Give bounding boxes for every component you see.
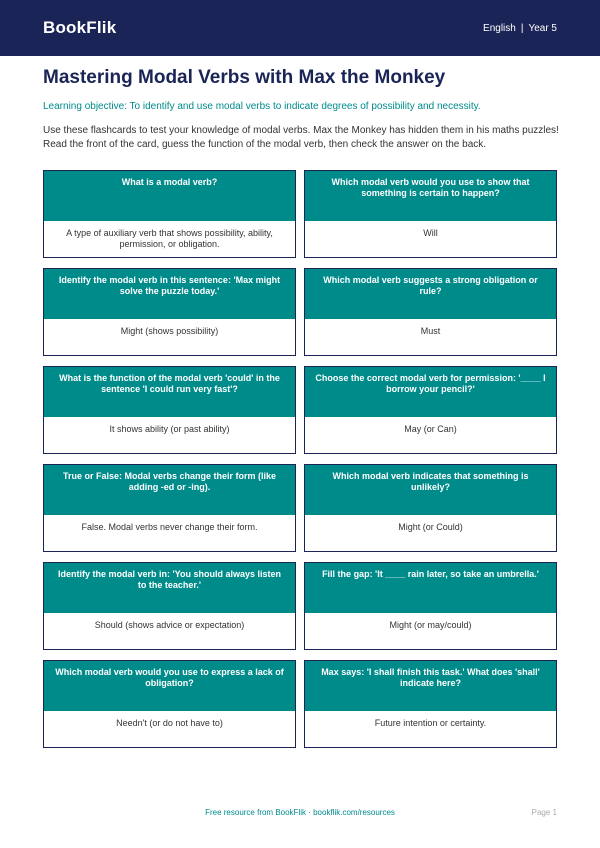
card-front: Which modal verb indicates that something is unlikely? xyxy=(305,465,556,515)
flashcard[interactable] xyxy=(43,660,296,748)
flashcard[interactable] xyxy=(304,660,557,748)
card-front: What is a modal verb? xyxy=(44,171,295,221)
subject-year xyxy=(483,23,557,34)
flashcard[interactable] xyxy=(304,268,557,356)
card-front: Identify the modal verb in this sentence: 'Max might solve the puzzle today.' xyxy=(44,269,295,319)
flashcard[interactable] xyxy=(43,562,296,650)
flashcard-grid xyxy=(43,170,557,748)
card-back: Might (or may/could) xyxy=(389,620,472,630)
page-number: Page 1 xyxy=(531,808,557,817)
page-title: Mastering Modal Verbs with Max the Monkey xyxy=(43,67,446,88)
card-front: Which modal verb suggests a strong obligation or rule? xyxy=(305,269,556,319)
brand-logo[interactable]: BookFlik xyxy=(43,18,117,37)
flashcard[interactable] xyxy=(304,562,557,650)
card-back: May (or Can) xyxy=(404,424,457,434)
flashcard[interactable] xyxy=(304,366,557,454)
card-front: Which modal verb would you use to express a lack of obligation? xyxy=(44,661,295,711)
intro-text: Use these flashcards to test your knowledge of modal verbs. Max the Monkey has hidden them in his maths puzzles! Read the front of the card, guess the function of the modal verb, then check the answer on the back. xyxy=(43,125,559,150)
card-front: Fill the gap: 'It ____ rain later, so take an umbrella.' xyxy=(305,563,556,613)
card-front: What is the function of the modal verb 'could' in the sentence 'I could run very fast'? xyxy=(44,367,295,417)
card-front: True or False: Modal verbs change their form (like adding -ed or -ing). xyxy=(44,465,295,515)
card-back: False. Modal verbs never change their form. xyxy=(81,522,258,532)
card-back: Future intention or certainty. xyxy=(374,718,487,728)
card-front: Which modal verb would you use to show that something is certain to happen? xyxy=(305,171,556,221)
card-back: Should (shows advice or expectation) xyxy=(94,620,245,630)
card-back: Needn't (or do not have to) xyxy=(116,718,223,728)
card-front: Identify the modal verb in: 'You should always listen to the teacher.' xyxy=(44,563,295,613)
page-footer xyxy=(0,808,600,820)
card-back: Might (or Could) xyxy=(398,522,463,532)
card-front: Max says: 'I shall finish this task.' What does 'shall' indicate here? xyxy=(305,661,556,711)
card-back: Must xyxy=(420,326,441,336)
card-back: Will xyxy=(423,228,438,238)
footer-source-link[interactable]: Free resource from BookFlik · bookflik.com/resources xyxy=(205,808,395,817)
card-back: A type of auxiliary verb that shows possibility, ability, permission, or obligation. xyxy=(66,228,273,249)
card-back: It shows ability (or past ability) xyxy=(109,424,230,434)
flashcard[interactable] xyxy=(43,464,296,552)
meta-separator: | xyxy=(520,22,524,34)
top-bar xyxy=(0,0,600,56)
flashcard[interactable] xyxy=(43,268,296,356)
learning-objective: Learning objective: To identify and use modal verbs to indicate degrees of possibility and necessity. xyxy=(43,101,481,112)
year-label: Year 5 xyxy=(528,22,557,34)
flashcard[interactable] xyxy=(304,464,557,552)
card-back: Might (shows possibility) xyxy=(120,326,219,336)
flashcard[interactable] xyxy=(304,170,557,258)
subject-label: English xyxy=(483,22,516,34)
flashcard[interactable] xyxy=(43,170,296,258)
flashcard[interactable] xyxy=(43,366,296,454)
card-front: Choose the correct modal verb for permission: '____ I borrow your pencil?' xyxy=(305,367,556,417)
